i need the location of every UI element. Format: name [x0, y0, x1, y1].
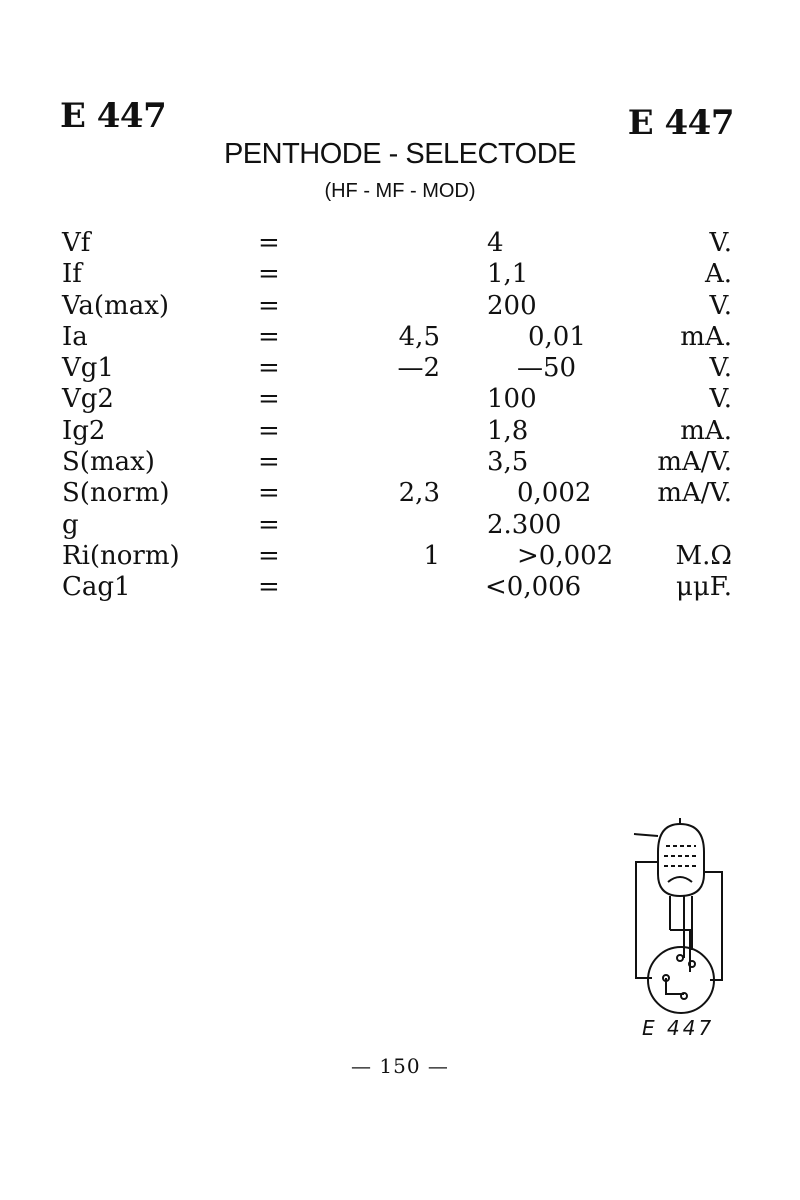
- spec-row: [0, 384, 800, 415]
- spec-unit: mA/V.: [657, 447, 732, 478]
- spec-equals: =: [258, 290, 280, 321]
- spec-value-1: 2,3: [398, 478, 440, 509]
- spec-value-2: 200: [487, 290, 537, 321]
- page-subtitle: (HF - MF - MOD): [324, 180, 476, 202]
- spec-unit: V.: [709, 384, 732, 415]
- spec-name: S(max): [62, 447, 155, 478]
- tube-code-right: E 447: [627, 103, 734, 143]
- spec-row: [0, 353, 800, 384]
- spec-value-1: 4,5: [398, 321, 440, 352]
- diagram-caption: E 447: [642, 1016, 715, 1040]
- spec-equals: =: [258, 321, 280, 352]
- spec-name: g: [62, 509, 79, 540]
- spec-name: Ia: [62, 321, 88, 352]
- spec-value-2: 3,5: [487, 447, 529, 478]
- spec-name: Vg1: [62, 353, 114, 384]
- spec-value-2: 0,01: [528, 321, 586, 352]
- spec-row: [0, 416, 800, 447]
- spec-equals: =: [258, 415, 280, 446]
- spec-unit: A.: [704, 259, 732, 290]
- spec-value-2: 1,1: [487, 259, 529, 290]
- spec-unit: M.Ω: [675, 540, 732, 571]
- spec-equals: =: [258, 259, 280, 290]
- spec-value-1: 1: [423, 540, 440, 571]
- spec-unit: V.: [709, 290, 732, 321]
- spec-name: Ig2: [62, 415, 106, 446]
- spec-row: [0, 541, 800, 572]
- spec-row: [0, 322, 800, 353]
- spec-name: Va(max): [62, 290, 169, 321]
- spec-equals: =: [258, 540, 280, 571]
- spec-equals: =: [258, 384, 280, 415]
- spec-equals: =: [258, 353, 280, 384]
- tube-schematic-icon: [626, 812, 736, 1044]
- spec-unit: mA.: [680, 321, 732, 352]
- spec-equals: =: [258, 228, 280, 258]
- spec-name: If: [62, 259, 82, 290]
- spec-equals: =: [258, 447, 280, 478]
- spec-row: [0, 478, 800, 509]
- spec-name: Vf: [62, 228, 91, 258]
- spec-row: [0, 228, 800, 259]
- spec-value-2: 100: [487, 384, 537, 415]
- spec-value-1: —2: [397, 353, 440, 384]
- spec-name: Ri(norm): [62, 540, 180, 571]
- spec-value-2: >0,002: [517, 540, 614, 571]
- page-title: PENTHODE - SELECTODE: [223, 138, 577, 170]
- spec-value-2: 2.300: [487, 509, 562, 540]
- spec-table: [0, 228, 800, 604]
- tube-code-left: E 447: [60, 96, 167, 136]
- spec-value-2: 0,002: [517, 478, 592, 509]
- spec-row: [0, 447, 800, 478]
- spec-equals: =: [258, 572, 280, 603]
- spec-unit: V.: [709, 353, 732, 384]
- spec-row: [0, 259, 800, 290]
- spec-value-2: <0,006: [485, 572, 582, 603]
- spec-equals: =: [258, 478, 280, 509]
- spec-name: Vg2: [62, 384, 114, 415]
- spec-row: [0, 291, 800, 322]
- tube-pinout-diagram: [626, 812, 736, 1044]
- spec-row: [0, 572, 800, 603]
- spec-unit: mA.: [680, 415, 732, 446]
- spec-value-2: —50: [517, 353, 577, 384]
- spec-value-2: 4: [487, 228, 504, 258]
- page-number: — 150 —: [351, 1054, 449, 1078]
- spec-name: S(norm): [62, 478, 170, 509]
- spec-unit: μμF.: [675, 572, 732, 603]
- spec-value-2: 1,8: [487, 415, 529, 446]
- spec-unit: mA/V.: [657, 478, 732, 509]
- spec-unit: V.: [709, 228, 732, 258]
- spec-equals: =: [258, 509, 280, 540]
- spec-row: [0, 510, 800, 541]
- spec-name: Cag1: [62, 572, 131, 603]
